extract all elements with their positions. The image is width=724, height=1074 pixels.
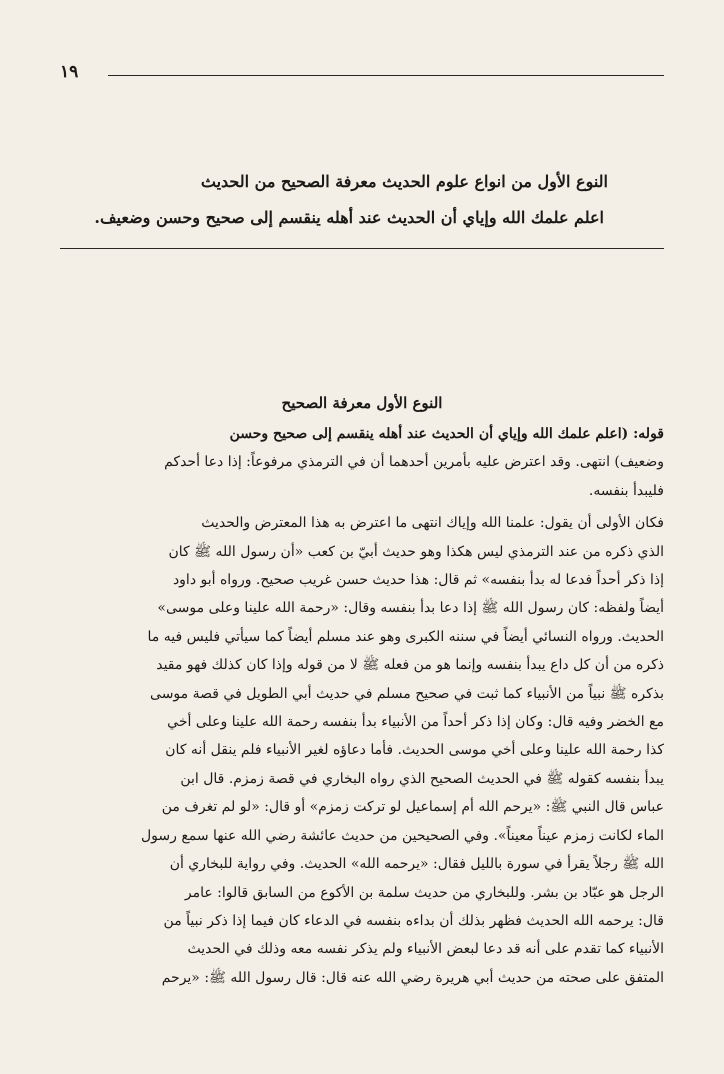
text-line: الماء لكانت زمزم عيناً معيناً». وفي الصحيحين من حديث عائشة رضي الله عنها سمع رسول — [140, 827, 664, 844]
chapter-title: النوع الأول من انواع علوم الحديث معرفة الصحيح من الحديث — [200, 172, 608, 191]
section-title: النوع الأول معرفة الصحيح — [281, 394, 443, 412]
commentary — [60, 388, 664, 996]
text-line: إذا ذكر أحداً فدعا له بدأ بنفسه» ثم قال: هذا حديث حسن غريب صحيح. ورواه أبو داود — [172, 572, 664, 589]
text-line: الرجل هو عبّاد بن بشر. وللبخاري من حديث سلمة بن الأكوع من السابق قالوا: عامر — [184, 884, 664, 901]
text-line: أيضاً ولفظه: كان رسول الله ﷺ إذا دعا بدأ بنفسه وقال: «رحمة الله علينا وعلى موسى» — [157, 600, 664, 617]
page-number: ١٩ — [60, 62, 79, 82]
text-line: الله ﷺ رجلاً يقرأ في سورة بالليل فقال: «يرحمه الله» الحديث. وفي رواية للبخاري أن — [169, 856, 664, 873]
text-line: الأنبياء كما تقدم على أنه قد دعا لبعض الأنبياء ولم يذكر نفسه معه وذلك في الحديث — [187, 941, 664, 958]
header-rule — [108, 75, 664, 76]
text-line: المتفق على صحته من حديث أبي هريرة رضي الله عنه قال: قال رسول الله ﷺ: «يرحم — [161, 969, 664, 986]
text-line: فليبدأ بنفسه. — [588, 482, 664, 499]
text-line: بذكره ﷺ نبياً من الأنبياء كما ثبت في صحيح مسلم في حديث أبي الطويل في قصة موسى — [150, 685, 664, 702]
text-line: وضعيف) انتهى. وقد اعترض عليه بأمرين أحدهما أن في الترمذي مرفوعاً: إذا دعا أحدكم — [164, 454, 664, 471]
text-line: يبدأ بنفسه كقوله ﷺ في الحديث الصحيح الذي رواه البخاري في قصة زمزم. قال ابن — [180, 770, 664, 787]
text-line: عباس قال النبي ﷺ: «يرحم الله أم إسماعيل لو تركت زمزم» أو قال: «لو لم تغرف من — [161, 799, 664, 816]
text-line: فكان الأولى أن يقول: علمنا الله وإياك انتهى ما اعترض به هذا المعترض والحديث — [201, 515, 664, 532]
text-line: ذكره من أن كل داع يبدأ بنفسه وإنما هو من فعله ﷺ لا من قوله وإذا كان كذلك فهو مقيد — [156, 657, 664, 674]
text-line: قوله: (اعلم علمك الله وإياي أن الحديث عند أهله ينقسم إلى صحيح وحسن — [229, 426, 664, 442]
text-line: كذا رحمة الله علينا وعلى أخي موسى الحديث. فأما دعاؤه لغير الأنبياء فلم ينقل أنه كان — [165, 742, 664, 759]
paragraph — [60, 509, 664, 992]
paragraph — [60, 420, 664, 505]
matn-block — [60, 164, 664, 236]
text-line: الحديث. ورواه النسائي أيضاً في سننه الكبرى وهو عند مسلم أيضاً كما سيأتي فليس فيه ما — [147, 628, 664, 645]
text-line: قال: يرحمه الله الحديث فظهر بذلك أن بداءه بنفسه في الدعاء كان فيما إذا ذكر نبياً من — [163, 912, 664, 929]
text-line: الذي ذكره من عند الترمذي ليس هكذا وهو حديث أبيّ بن كعب «أن رسول الله ﷺ كان — [168, 543, 664, 560]
matn-divider — [60, 248, 664, 249]
matn-text: اعلم علمك الله وإياي أن الحديث عند أهله ينقسم إلى صحيح وحسن وضعيف. — [94, 208, 604, 227]
text-line: مع الخضر وفيه قال: وكان إذا ذكر أحداً من الأنبياء بدأ بنفسه رحمة الله علينا وعلى أخي — [167, 714, 664, 731]
commentary-body — [60, 420, 664, 992]
